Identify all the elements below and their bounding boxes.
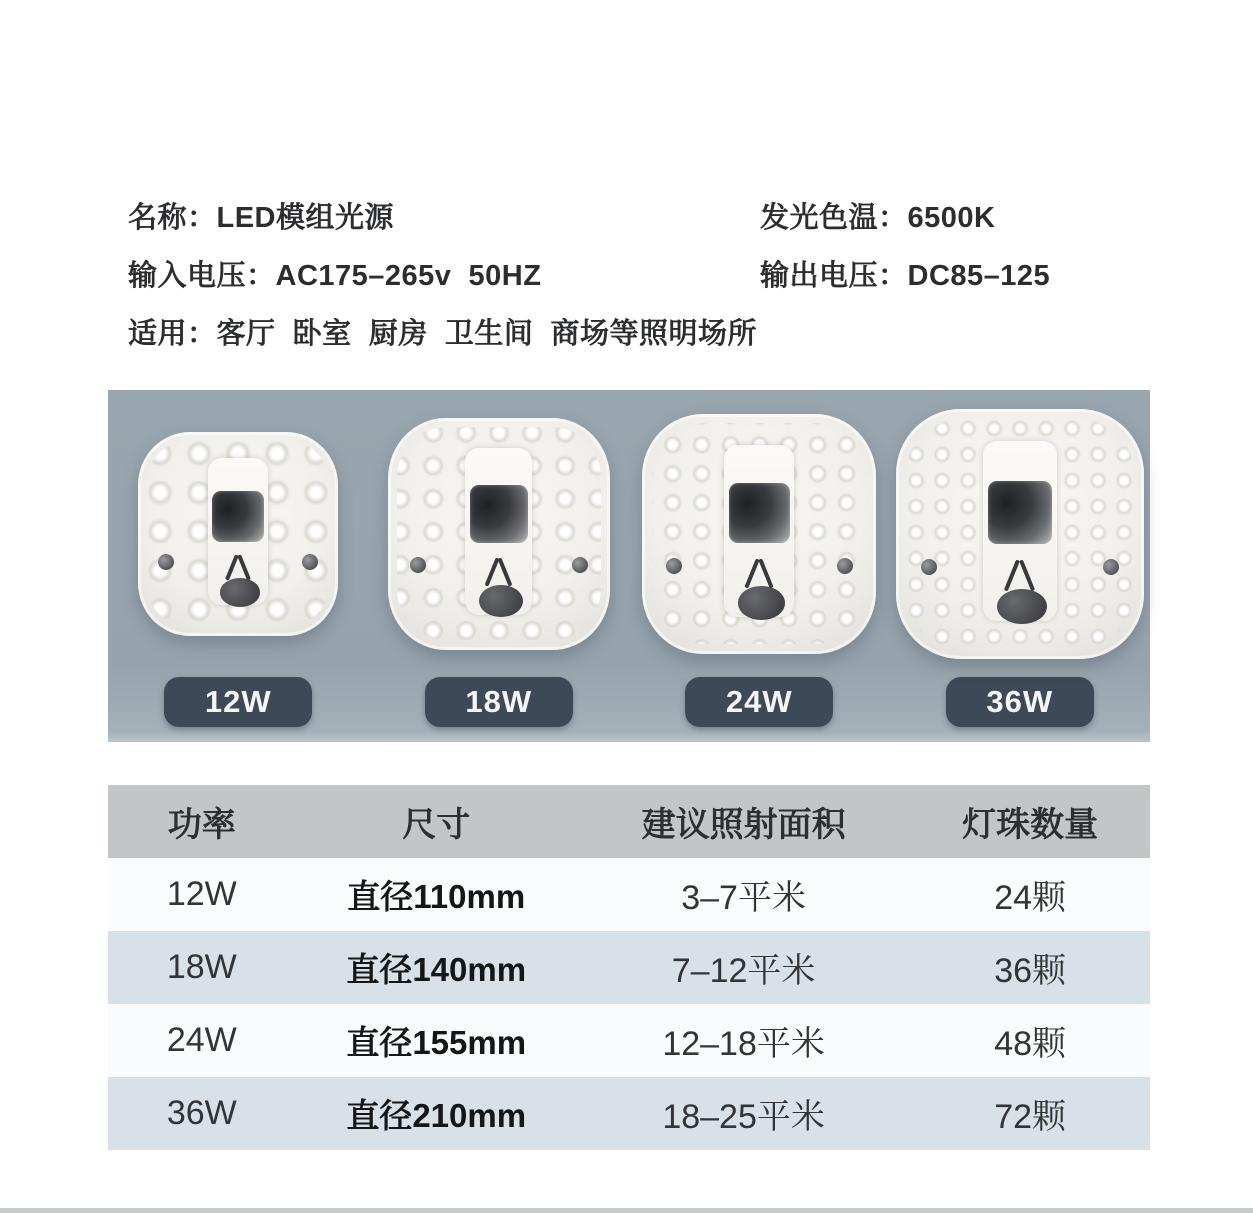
cell-area: 7–12平米 — [671, 952, 816, 990]
spec-product-name: 名称：LED模组光源 — [128, 201, 395, 234]
screw-icon — [921, 559, 937, 575]
spec-section — [128, 186, 1148, 360]
cell-count: 24颗 — [994, 879, 1067, 917]
cell-power: 18W — [166, 948, 237, 986]
cell-count: 72颗 — [994, 1098, 1067, 1136]
cell-power: 12W — [166, 875, 237, 913]
table-row — [108, 858, 1150, 931]
table-header-row — [108, 785, 1150, 858]
wattage-badge-24w — [685, 677, 833, 727]
photo-wrap — [108, 390, 369, 677]
cell-area: 12–18平米 — [662, 1025, 825, 1063]
led-module-photo-36w — [896, 409, 1144, 659]
product-cell-24w — [629, 390, 890, 742]
table-row — [108, 1077, 1150, 1150]
spec-row — [128, 186, 1148, 244]
photo-wrap — [890, 390, 1151, 677]
header-cell-size: 尺寸 — [402, 806, 471, 844]
table-row — [108, 1004, 1150, 1077]
wattage-badge-36w — [946, 677, 1094, 727]
spec-row — [128, 244, 1148, 302]
product-cell-12w — [108, 390, 369, 742]
photo-wrap — [369, 390, 630, 677]
spec-input-voltage: 输入电压：AC175–265v 50HZ — [128, 259, 542, 292]
driver-components — [470, 485, 528, 543]
led-module-photo-24w — [642, 414, 876, 654]
wattage-badge-18w — [425, 677, 573, 727]
product-photo-panel — [108, 390, 1150, 742]
cell-area: 18–25平米 — [662, 1098, 825, 1136]
product-cell-36w — [890, 390, 1151, 742]
cell-size: 直径110mm — [347, 878, 526, 915]
cell-size: 直径140mm — [346, 951, 527, 988]
magnet — [479, 585, 523, 617]
spec-row — [128, 302, 1148, 360]
header-cell-count: 灯珠数量 — [962, 806, 1099, 844]
cell-power: 36W — [166, 1094, 237, 1132]
screw-icon — [837, 558, 853, 574]
led-module-photo-12w — [138, 432, 338, 636]
screw-icon — [666, 558, 682, 574]
cell-count: 48颗 — [994, 1025, 1067, 1063]
header-cell-area: 建议照射面积 — [641, 806, 846, 844]
header-cell-power: 功率 — [167, 806, 236, 844]
spec-applicable-places: 适用：客厅 卧室 厨房 卫生间 商场等照明场所 — [128, 317, 757, 350]
magnet — [738, 586, 785, 620]
spec-color-temperature: 发光色温：6500K — [760, 201, 996, 234]
driver-components — [988, 481, 1052, 544]
wattage-badge-label: 18W — [465, 684, 533, 719]
cell-size: 直径210mm — [346, 1097, 527, 1134]
wattage-badge-label: 12W — [204, 684, 272, 719]
cell-area: 3–7平米 — [681, 879, 806, 917]
table-row — [108, 931, 1150, 1004]
cell-size: 直径155mm — [346, 1024, 527, 1061]
screw-icon — [410, 557, 426, 573]
wattage-badge-label: 24W — [725, 684, 793, 719]
magnet — [997, 589, 1047, 624]
driver-components — [212, 491, 264, 542]
spec-output-voltage: 输出电压：DC85–125 — [760, 259, 1051, 292]
spec-table — [108, 785, 1150, 1150]
driver-components — [729, 483, 790, 543]
screw-icon — [572, 557, 588, 573]
photo-wrap — [629, 390, 890, 677]
wattage-badge-label: 36W — [986, 684, 1054, 719]
product-cell-18w — [369, 390, 630, 742]
wattage-badge-12w — [164, 677, 312, 727]
bottom-edge-line — [0, 1208, 1253, 1213]
screw-icon — [1103, 559, 1119, 575]
led-module-photo-18w — [388, 418, 610, 650]
cell-count: 36颗 — [994, 952, 1067, 990]
magnet — [220, 578, 260, 607]
cell-power: 24W — [166, 1021, 237, 1059]
